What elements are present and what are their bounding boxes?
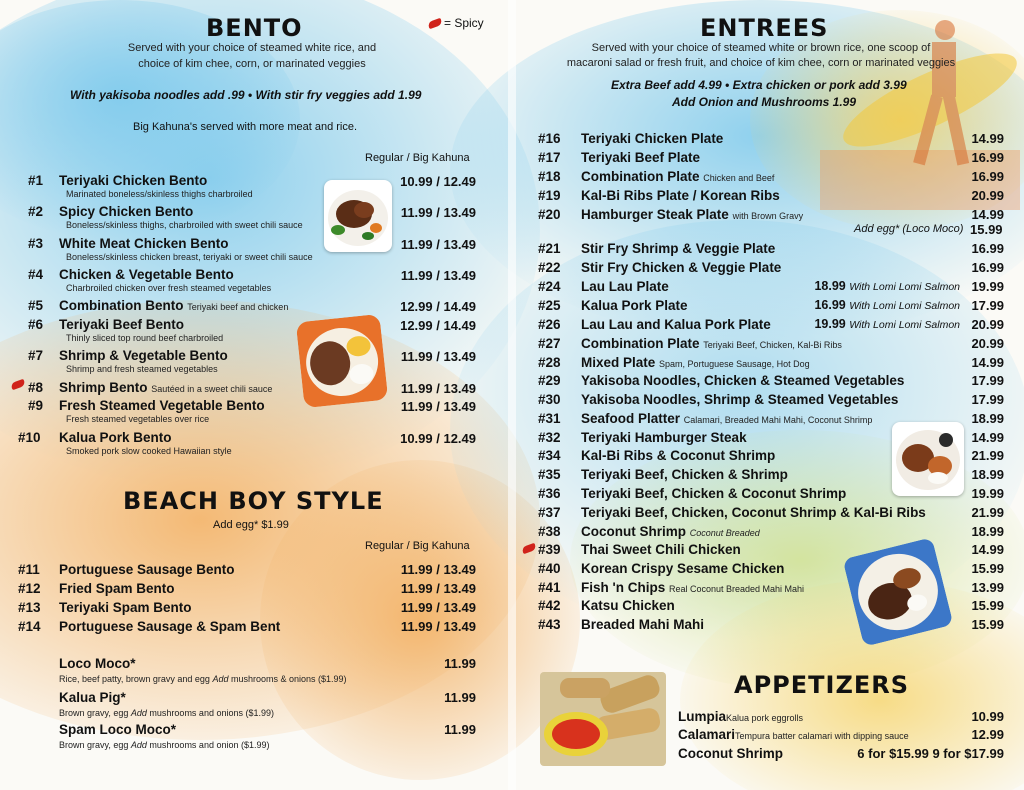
item-name-text: Teriyaki Chicken Plate [581,131,724,146]
item-name [581,392,898,407]
kahuna-note: Big Kahuna's served with more meat and rice. [133,121,358,133]
item-name [581,373,904,388]
bento-intro-1: Served with your choice of steamed white rice, and [127,42,377,54]
entree-item [538,131,1004,147]
item-number: #38 [538,524,561,539]
entrees-title: ENTREES [700,14,829,42]
bento-item [18,204,476,230]
entree-item [538,207,1004,223]
item-name-text: Breaded Mahi Mahi [581,617,705,632]
bento-column-header: Regular / Big Kahuna [365,152,470,164]
item-inline-desc: Sautéed in a sweet chili sauce [151,384,273,394]
item-price: 11.99 / 13.49 [400,399,476,414]
item-name-text: Kal-Bi Ribs & Coconut Shrimp [581,448,776,463]
item-name [59,380,272,395]
item-price: 12.99 / 14.49 [400,299,476,314]
bento-intro-2: choice of kim chee, corn, or marinated veggies [138,58,366,70]
item-name: Spam Loco Moco* [59,722,177,737]
item-name: Fried Spam Bento [59,581,175,596]
item-number: #18 [538,169,561,184]
item-price: 18.99 [971,411,1004,426]
combo-plate-photo [892,422,964,496]
item-price: 16.99 [971,260,1004,275]
item-price: 14.99 [971,542,1004,557]
item-name-text: Yakisoba Noodles, Chicken & Steamed Vegetables [581,373,905,388]
item-name-text: Teriyaki Chicken Bento [59,173,208,188]
item-number: #5 [28,298,44,313]
beach-item [18,581,476,597]
teriyaki-beef-photo [296,314,389,408]
item-price: 11.99 [444,690,476,705]
item-name [581,486,846,501]
item-price: 21.99 [971,505,1004,520]
item-price: 17.99 [971,373,1004,388]
item-name [678,709,803,724]
item-number: #17 [538,150,561,165]
item-description: Fresh steamed vegetables over rice [66,414,210,424]
item-name-text: Combination Plate [581,336,700,351]
item-number: #43 [538,617,561,632]
item-name-text: Teriyaki Beef, Chicken & Shrimp [581,467,788,482]
item-price: 14.99 [971,355,1004,370]
item-name-text: Thai Sweet Chili Chicken [581,542,741,557]
item-name-text: Coconut Shrimp [581,524,686,539]
item-number: #2 [28,204,44,219]
item-description: Charbroiled chicken over fresh steamed vegetables [66,283,272,293]
item-number: #31 [538,411,561,426]
item-number: #3 [28,236,44,251]
item-name-text: Yakisoba Noodles, Shrimp & Steamed Vegetables [581,392,899,407]
item-name [581,169,774,184]
item-name-text: Teriyaki Hamburger Steak [581,430,747,445]
special-add-label: Add [130,708,147,718]
item-number: #34 [538,448,561,463]
item-price: 12.99 [971,727,1004,742]
item-name [581,260,781,275]
item-name: Teriyaki Spam Bento [59,600,192,615]
item-number: #9 [28,398,44,413]
item-name-text: Kalua Pork Bento [59,430,172,445]
item-number: #13 [18,600,41,615]
item-price: 10.99 / 12.49 [400,431,476,446]
item-lomi-price [814,298,960,312]
item-name [581,524,760,539]
item-price: 16.99 [971,169,1004,184]
item-inline-desc: Tempura batter calamari with dipping sauce [735,731,909,741]
item-price: 11.99 / 13.49 [400,562,476,577]
item-name-text: Chicken & Vegetable Bento [59,267,234,282]
item-inline-desc: Kalua pork eggrolls [726,713,804,723]
item-price: 20.99 [971,336,1004,351]
entree-item [538,169,1004,185]
item-price: 11.99 / 13.49 [400,237,476,252]
bento-item [18,267,476,293]
item-price: 15.99 [971,617,1004,632]
item-name: Portuguese Sausage Bento [59,562,235,577]
item-number: #26 [538,317,561,332]
item-name-text: Mixed Plate [581,355,656,370]
item-name-text: White Meat Chicken Bento [59,236,229,251]
item-name [581,298,688,313]
beach-item [18,600,476,616]
lumpia-photo [540,672,666,766]
item-name-text: Combination Plate [581,169,700,184]
item-name [59,317,184,332]
item-price: 20.99 [971,188,1004,203]
item-number: #10 [18,430,41,445]
item-description: Shrimp and fresh steamed vegetables [66,364,218,374]
item-number: #20 [538,207,561,222]
item-number: #29 [538,373,561,388]
item-description: Marinated boneless/skinless thighs charbroiled [66,189,253,199]
item-name [59,430,172,445]
entree-item [538,355,1004,371]
entree-item [538,188,1004,204]
item-price: 16.99 [971,241,1004,256]
lomi-price-value: 16.99 [814,298,846,312]
beach-special [59,656,476,684]
item-description [59,674,347,684]
item-name [581,430,747,445]
chili-pepper-icon [427,18,443,29]
beach-column-header: Regular / Big Kahuna [365,540,470,552]
item-price: 11.99 / 13.49 [400,349,476,364]
item-name [59,267,234,282]
item-price: 19.99 [971,486,1004,501]
item-inline-desc: Teriyaki Beef, Chicken, Kal-Bi Ribs [703,340,842,350]
item-name-text: Lau Lau Plate [581,279,669,294]
item-name [59,348,228,363]
item-name: Kalua Pig* [59,690,126,705]
item-price: 10.99 / 12.49 [400,174,476,189]
item-price: 15.99 [971,561,1004,576]
item-name-text: Fish 'n Chips [581,580,666,595]
item-number: #41 [538,580,561,595]
item-name-text: Lau Lau and Kalua Pork Plate [581,317,771,332]
item-description: Boneless/skinless thighs, charbroiled with sweet chili sauce [66,220,303,230]
bento-item [18,236,476,262]
item-name-text: Shrimp Bento [59,380,148,395]
beach-egg-note: Add egg* $1.99 [213,519,289,531]
item-inline-desc: Coconut Breaded [689,528,760,538]
item-number: #40 [538,561,561,576]
item-name-text: Kal-Bi Ribs Plate / Korean Ribs [581,188,780,203]
item-price: 11.99 / 13.49 [400,619,476,634]
bento-item [18,430,476,456]
item-name-text: Fresh Steamed Vegetable Bento [59,398,265,413]
special-add-label: Add [212,674,229,684]
item-name-text: Spicy Chicken Bento [59,204,194,219]
spicy-legend: = Spicy [444,16,484,30]
right-page [512,0,1024,790]
item-number: #19 [538,188,561,203]
item-number: #25 [538,298,561,313]
item-inline-desc: Spam, Portuguese Sausage, Hot Dog [659,359,810,369]
item-name-text: Shrimp & Vegetable Bento [59,348,228,363]
beach-special [59,690,476,718]
item-name-text: Teriyaki Beef, Chicken, Coconut Shrimp & Kal-Bi Ribs [581,505,926,520]
item-price: 13.99 [971,580,1004,595]
entree-item [538,279,1004,295]
item-price: 11.99 / 13.49 [400,381,476,396]
entrees-extra-2: Add Onion and Mushrooms 1.99 [672,95,857,109]
item-number: #14 [18,619,41,634]
item-name [59,236,229,251]
item-description: Smoked pork slow cooked Hawaiian style [66,446,232,456]
lomi-note: With Lomi Lomi Salmon [849,281,960,293]
item-number: #21 [538,241,561,256]
beach-item [18,562,476,578]
item-name [581,188,780,203]
item-price: 17.99 [971,392,1004,407]
item-price: 11.99 [444,656,476,671]
loco-moco-egg-note: Add egg* (Loco Moco) [854,223,964,235]
item-number: #24 [538,279,561,294]
item-name [581,355,810,370]
item-name-text: Calamari [678,727,736,742]
item-name-text: Teriyaki Beef Plate [581,150,701,165]
item-number: #42 [538,598,561,613]
item-number: #27 [538,336,561,351]
item-inline-desc: with Brown Gravy [732,211,804,221]
appetizer-item [678,709,1004,725]
item-price: 14.99 [971,430,1004,445]
entree-item [538,373,1004,389]
item-name: Loco Moco* [59,656,136,671]
item-description [59,708,274,718]
chili-pepper-icon [521,543,537,554]
appetizer-item [678,746,1004,762]
item-price: 18.99 [971,524,1004,539]
item-number: #12 [18,581,41,596]
item-name-text: Korean Crispy Sesame Chicken [581,561,785,576]
price-option: 9 for $17.99 [932,746,1004,761]
item-name-text: Stir Fry Shrimp & Veggie Plate [581,241,776,256]
item-name: Portuguese Sausage & Spam Bent [59,619,281,634]
item-name [581,150,700,165]
item-name [581,336,842,351]
item-price: 21.99 [971,448,1004,463]
item-price: 17.99 [971,298,1004,313]
item-name [581,580,804,595]
bento-item [18,380,476,396]
item-name [581,598,675,613]
item-number: #32 [538,430,561,445]
item-name [581,542,741,557]
lomi-note: With Lomi Lomi Salmon [849,300,960,312]
item-name [581,131,723,146]
loco-moco-egg-price: 15.99 [970,222,1003,237]
item-number: #37 [538,505,561,520]
item-price-options [857,746,1004,761]
special-add-desc: mushrooms and onion ($1.99) [149,740,270,750]
item-number: #4 [28,267,44,282]
item-name [581,317,771,332]
entree-item [538,298,1004,314]
item-price: 11.99 [444,722,476,737]
item-number: #16 [538,131,561,146]
entree-item [538,317,1004,333]
entree-item [538,524,1004,540]
special-desc: Brown gravy, egg [59,740,129,750]
item-price: 10.99 [971,709,1004,724]
item-inline-desc: Calamari, Breaded Mahi Mahi, Coconut Shrimp [683,415,873,425]
item-price: 11.99 / 13.49 [400,600,476,615]
item-price: 16.99 [971,150,1004,165]
bento-item [18,173,476,199]
item-number: #6 [28,317,44,332]
item-name [581,448,775,463]
item-name [581,411,872,426]
item-price: 14.99 [971,131,1004,146]
item-name [581,505,926,520]
item-price: 11.99 / 13.49 [400,268,476,283]
bento-title: BENTO [206,14,303,42]
item-number: #7 [28,348,44,363]
bento-item [18,348,476,374]
item-name [581,561,784,576]
beach-special [59,722,476,750]
item-number: #22 [538,260,561,275]
entree-item [538,260,1004,276]
lomi-note: With Lomi Lomi Salmon [849,319,960,331]
item-name-text: Katsu Chicken [581,598,675,613]
appetizers-title: APPETIZERS [734,671,910,699]
item-name [581,241,775,256]
entree-item [538,336,1004,352]
item-name [678,727,909,742]
item-name-text: Teriyaki Beef, Chicken & Coconut Shrimp [581,486,847,501]
price-option: 6 for $15.99 [857,746,929,761]
beach-item [18,619,476,635]
item-number: #11 [18,562,40,577]
item-price: 18.99 [971,467,1004,482]
item-price: 14.99 [971,207,1004,222]
item-name-text: Hamburger Steak Plate [581,207,729,222]
item-name [59,204,193,219]
item-name-text: Teriyaki Beef Bento [59,317,185,332]
item-inline-desc: Chicken and Beef [703,173,775,183]
item-price: 11.99 / 13.49 [400,581,476,596]
bento-item [18,398,476,424]
item-name [59,398,265,413]
item-price: 12.99 / 14.49 [400,318,476,333]
item-lomi-price [814,317,960,331]
entrees-intro-1: Served with your choice of steamed white or brown rice, one scoop of [591,42,931,54]
teriyaki-chicken-photo [324,180,392,252]
item-lomi-price [814,279,960,293]
item-name-text: Kalua Pork Plate [581,298,688,313]
item-name-text: Combination Bento [59,298,184,313]
bento-item [18,317,476,343]
item-name-text: Seafood Platter [581,411,681,426]
item-name [59,298,288,313]
item-inline-desc: Teriyaki beef and chicken [187,302,289,312]
item-price: 20.99 [971,317,1004,332]
item-name [581,207,803,222]
item-description [59,740,270,750]
item-name [581,617,704,632]
bento-addons: With yakisoba noodles add .99 • With stir fry veggies add 1.99 [70,88,422,102]
entrees-intro-2: macaroni salad or fresh fruit, and choice of kim chee, corn or marinated veggies [566,57,956,69]
appetizer-item [678,727,1004,743]
item-name [59,173,207,188]
item-number: #35 [538,467,561,482]
item-name [678,746,783,761]
item-number: #30 [538,392,561,407]
item-number: #39 [538,542,561,557]
item-description: Boneless/skinless chicken breast, teriyaki or sweet chili sauce [66,252,313,262]
bento-item [18,298,476,314]
item-number: #1 [28,173,44,188]
item-name-text: Stir Fry Chicken & Veggie Plate [581,260,782,275]
item-name [581,467,788,482]
lomi-price-value: 19.99 [814,317,846,331]
item-description: Thinly sliced top round beef charbroiled [66,333,224,343]
lomi-price-value: 18.99 [814,279,846,293]
item-number: #28 [538,355,561,370]
item-inline-desc: Real Coconut Breaded Mahi Mahi [668,584,805,594]
special-desc: Rice, beef patty, brown gravy and egg [59,674,210,684]
special-desc: Brown gravy, egg [59,708,129,718]
entrees-extra-1: Extra Beef add 4.99 • Extra chicken or pork add 3.99 [611,78,907,92]
item-price: 15.99 [971,598,1004,613]
item-number: #8 [28,380,44,395]
entree-item [538,241,1004,257]
entree-item [538,505,1004,521]
special-add-label: Add [130,740,147,750]
item-price: 11.99 / 13.49 [400,205,476,220]
special-add-desc: mushrooms & onions ($1.99) [230,674,347,684]
entree-item [538,150,1004,166]
beach-boy-title: BEACH BOY STYLE [123,487,384,515]
item-name-text: Coconut Shrimp [678,746,783,761]
item-name-text: Lumpia [678,709,727,724]
item-number: #36 [538,486,561,501]
entree-item [538,392,1004,408]
special-add-desc: mushrooms and onions ($1.99) [149,708,274,718]
item-price: 19.99 [971,279,1004,294]
item-name [581,279,669,294]
